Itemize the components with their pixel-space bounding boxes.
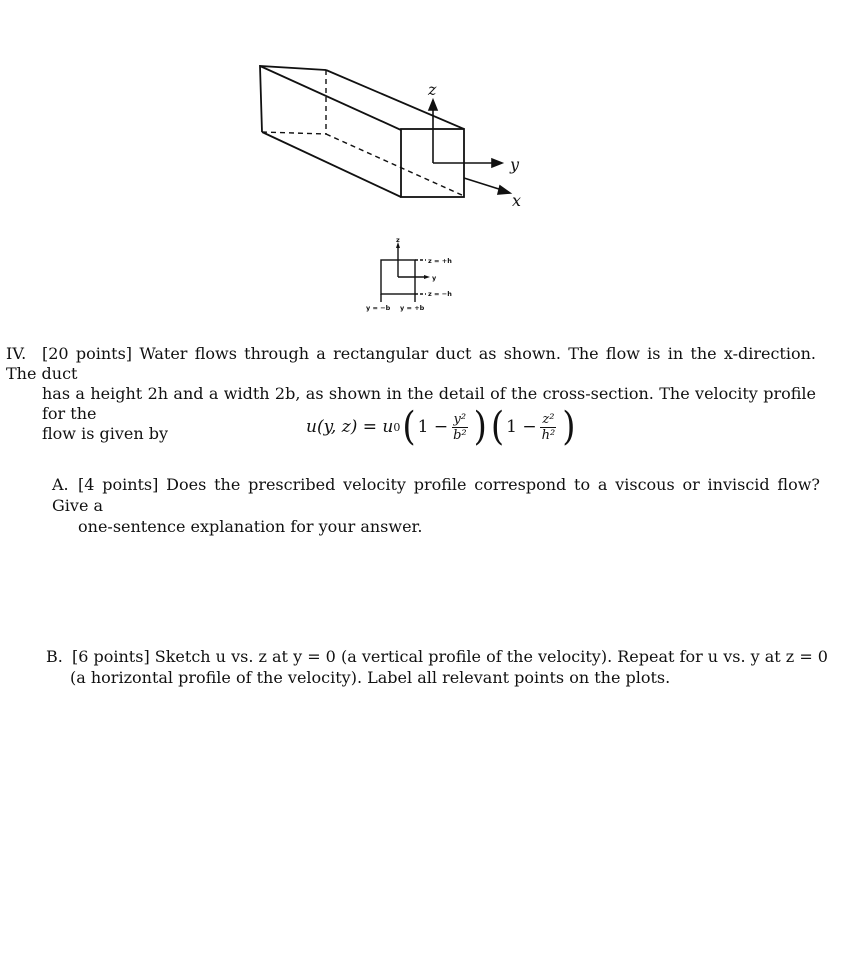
paren-close-1: ) bbox=[473, 404, 487, 450]
cross-section-detail bbox=[381, 246, 426, 302]
problem-text-line3: flow is given by bbox=[42, 424, 169, 443]
duct-top-edge-right bbox=[326, 70, 464, 129]
question-b-line1: [6 points] Sketch u vs. z at y = 0 (a vertical profile of the velocity). Repeat for u vs. y at z = 0 bbox=[72, 647, 828, 666]
z-axis-label: z bbox=[428, 80, 437, 99]
y-axis-label: y bbox=[510, 155, 520, 174]
paren-close-2: ) bbox=[562, 404, 576, 450]
problem-number: IV. bbox=[6, 344, 27, 363]
paren-open-1: ( bbox=[402, 404, 416, 450]
duct-back-face bbox=[260, 66, 326, 132]
detail-y-right-label: y = +b bbox=[400, 304, 425, 312]
y-axis-arrow bbox=[492, 159, 502, 167]
question-b bbox=[46, 646, 842, 688]
duct-top-edge-left bbox=[260, 66, 401, 130]
fraction-y bbox=[451, 412, 469, 443]
fraction-z-num: z² bbox=[542, 411, 555, 427]
question-a-label: A. bbox=[52, 475, 69, 494]
equation-lhs: u(y, z) = u bbox=[306, 417, 394, 437]
question-b-line2: (a horizontal profile of the velocity). Label all relevant points on the plots. bbox=[70, 668, 671, 687]
detail-z-bottom-label: z = −h bbox=[428, 290, 452, 298]
main-axes bbox=[429, 100, 510, 194]
detail-z-label: z bbox=[396, 236, 400, 244]
duct-bottom-edge-left bbox=[262, 132, 401, 197]
velocity-equation bbox=[306, 402, 577, 452]
question-a-line1: [4 points] Does the prescribed velocity profile correspond to a viscous or inviscid flow? Give a bbox=[52, 475, 820, 515]
paren-open-2: ( bbox=[490, 404, 505, 450]
question-b-label: B. bbox=[46, 647, 63, 666]
equation-one-1: 1 − bbox=[417, 417, 449, 437]
detail-z-top-label: z = +h bbox=[428, 257, 452, 265]
question-a bbox=[52, 474, 820, 537]
equation-sub: 0 bbox=[393, 420, 401, 434]
fraction-z-den: h² bbox=[541, 427, 556, 443]
fraction-z bbox=[540, 412, 558, 443]
problem-text-line1: Water flows through a rectangular duct as shown. The flow is in the x-direction. The duct bbox=[6, 344, 817, 383]
x-axis-arrow bbox=[498, 186, 510, 194]
fraction-y-den: b² bbox=[453, 427, 467, 443]
equation-one-2: 1 − bbox=[506, 417, 537, 437]
problem-text-line2: has a height 2h and a width 2b, as shown in the detail of the cross-section. The velocity profile for the bbox=[42, 384, 816, 423]
problem-points: [20 points] bbox=[42, 344, 133, 363]
x-axis bbox=[464, 178, 502, 190]
detail-y-label: y bbox=[432, 274, 437, 282]
x-axis-label: x bbox=[512, 191, 522, 210]
fraction-y-num: y² bbox=[453, 411, 467, 427]
detail-y-left-label: y = −b bbox=[366, 304, 391, 312]
z-axis-arrow bbox=[429, 100, 437, 110]
question-a-line2: one-sentence explanation for your answer. bbox=[78, 517, 423, 536]
duct-figure bbox=[0, 0, 852, 330]
